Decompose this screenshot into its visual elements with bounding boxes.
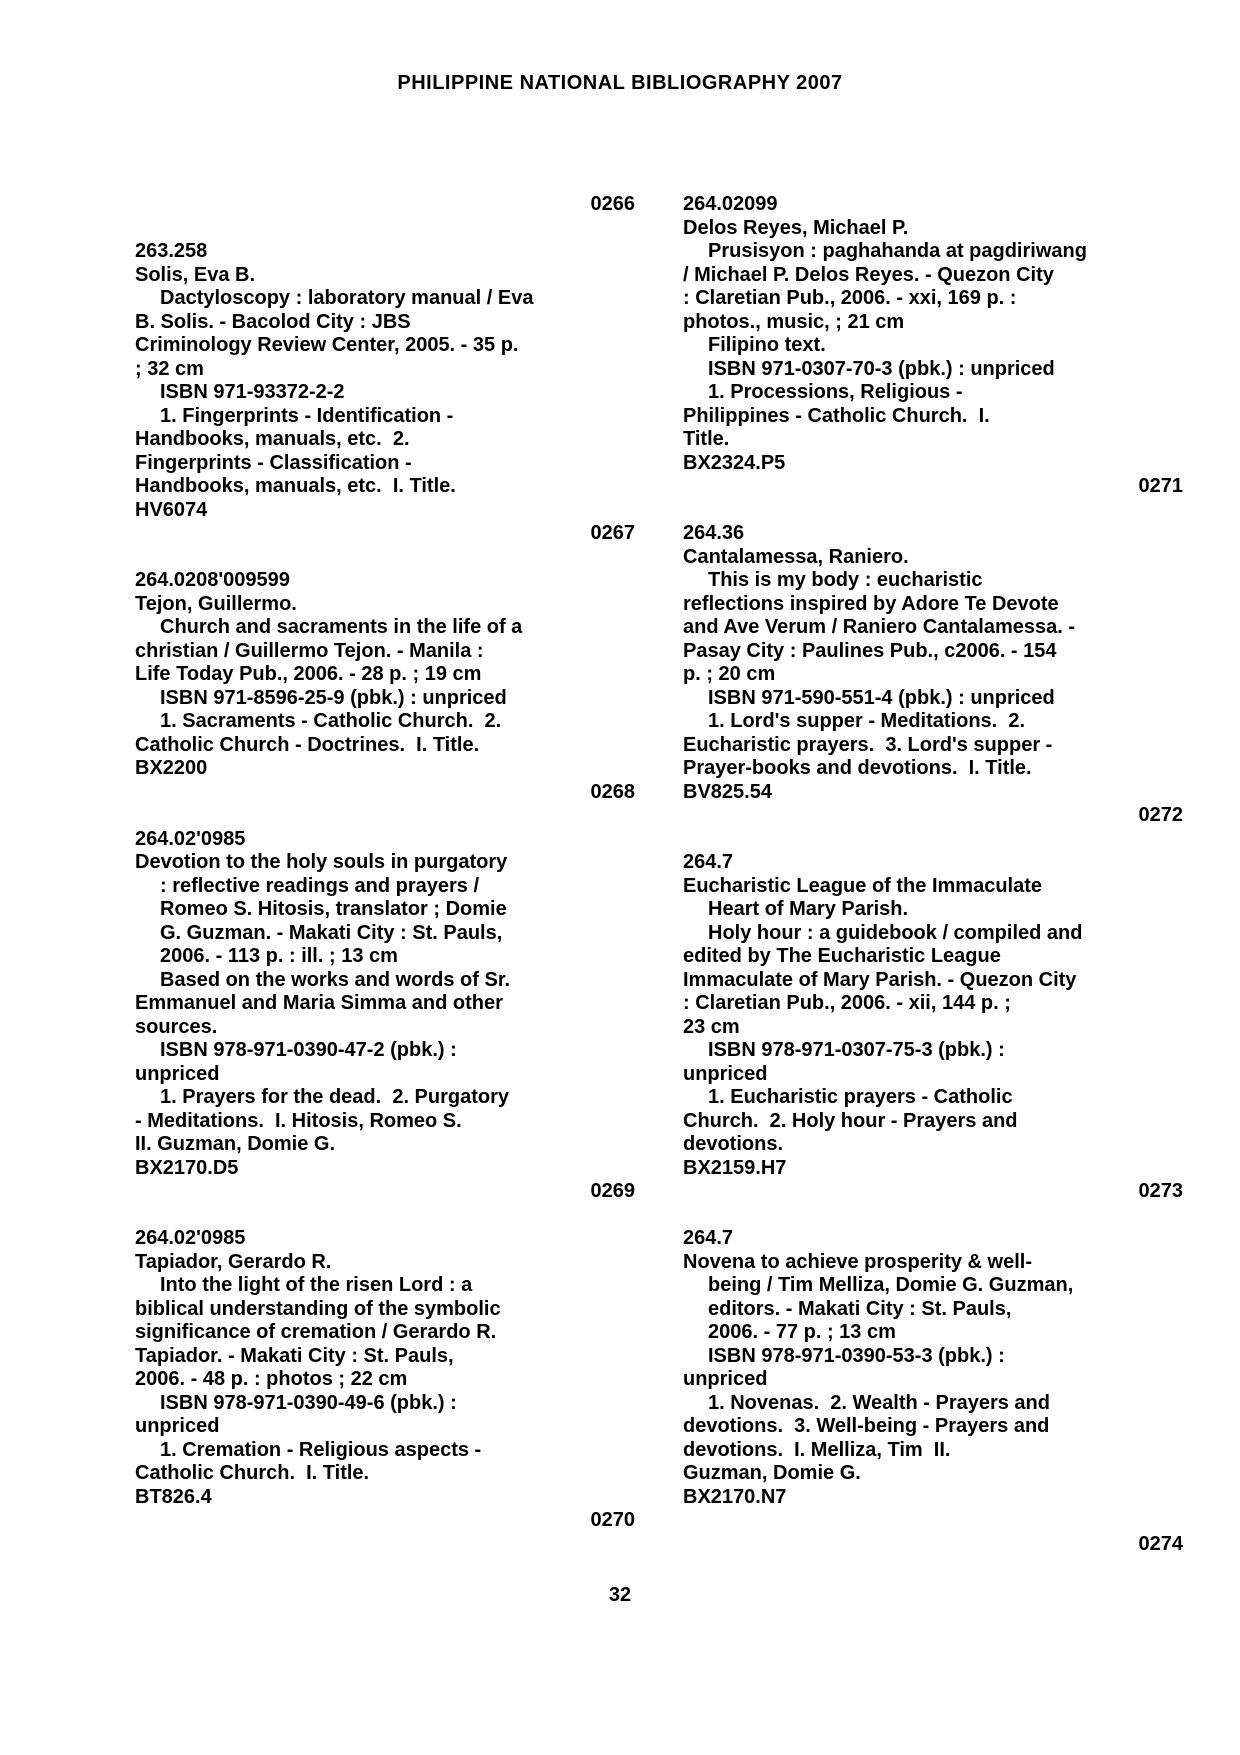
entry-line: 1. Cremation - Religious aspects - [160,1438,482,1461]
entry-line: 2006. - 77 p. ; 13 cm [708,1321,896,1343]
entry-line: ISBN 971-8596-25-9 (pbk.) : unpriced [160,686,507,709]
entry-line: Criminology Review Center, 2005. - 35 p. [135,334,519,356]
entry-line: Immaculate of Mary Parish. - Quezon City [683,968,1077,991]
entry-line: 264.02099 [683,193,778,215]
entry-line: christian / Guillermo Tejon. - Manila : [135,639,484,662]
entry-line: ISBN 971-93372-2-2 [160,381,345,403]
entry-number: 0266 [590,193,635,215]
blank-line [135,1204,635,1228]
entry-line: Catholic Church. I. Title. [135,1462,370,1484]
entry-line: Handbooks, manuals, etc. I. Title. [135,475,456,497]
entry-line: Title. [683,428,730,450]
entry-line: G. Guzman. - Makati City : St. Pauls, [160,921,503,944]
entry-line: Tejon, Guillermo. [135,592,297,615]
blank-line [683,1509,1183,1533]
entry-line: Cantalamessa, Raniero. [683,545,909,568]
entry-line: B. Solis. - Bacolod City : JBS [135,310,411,333]
entry-line: Holy hour : a guidebook / compiled and [708,921,1083,944]
entry-line: 1. Eucharistic prayers - Catholic [708,1086,1013,1108]
entry-line: / Michael P. Delos Reyes. - Quezon City [683,263,1054,286]
entry-line: 264.7 [683,851,734,873]
entry-line: ; 32 cm [135,357,204,380]
entry-line: 1. Sacraments - Catholic Church. 2. [160,710,502,732]
entry-line: 2006. - 48 p. : photos ; 22 cm [135,1368,408,1390]
entry-line: BX2200 [135,757,208,779]
entry-line: BX2170.N7 [683,1485,787,1508]
entry-line: ISBN 971-590-551-4 (pbk.) : unpriced [708,686,1055,709]
blank-line [135,546,635,570]
entry-line: Fingerprints - Classification - [135,451,412,474]
entry-number: 0274 [1138,1532,1183,1555]
entry-number: 0269 [590,1180,635,1202]
entry-line: 264.02'0985 [135,827,246,850]
entry-line: BX2170.D5 [135,1156,239,1179]
entry-line: unpriced [135,1062,220,1085]
entry-line: BX2324.P5 [683,451,786,474]
entry-line: Catholic Church - Doctrines. I. Title. [135,733,480,756]
entry-line: devotions. [683,1133,784,1155]
entry-line: sources. [135,1015,218,1038]
entry-line: reflections inspired by Adore Te Devote [683,592,1059,615]
entry-line: Life Today Pub., 2006. - 28 p. ; 19 cm [135,663,482,685]
entry-line: BX2159.H7 [683,1156,787,1179]
entry-number: 0272 [1138,804,1183,826]
entry-line: ISBN 978-971-0390-53-3 (pbk.) : [708,1344,1005,1367]
entry-line: This is my body : eucharistic [708,569,983,591]
entry-line: 1. Fingerprints - Identification - [160,404,454,427]
right-column [683,193,1183,1556]
entry-line: Eucharistic League of the Immaculate [683,874,1042,897]
blank-line [683,1204,1183,1228]
entry-line: unpriced [135,1415,220,1437]
entry-line: Dactyloscopy : laboratory manual / Eva [160,287,534,309]
entry-line: - Meditations. I. Hitosis, Romeo S. [135,1109,462,1132]
entry-line: BV825.54 [683,780,772,803]
entry-line: Filipino text. [708,334,826,356]
entry-line: photos., music, ; 21 cm [683,310,905,333]
blank-line [135,217,635,241]
entry-line: Romeo S. Hitosis, translator ; Domie [160,898,507,920]
entry-line: unpriced [683,1368,768,1390]
entry-line: ISBN 978-971-0307-75-3 (pbk.) : [708,1039,1005,1061]
entry-line: Solis, Eva B. [135,263,256,286]
entry-line: ISBN 978-971-0390-47-2 (pbk.) : [160,1039,457,1061]
entry-line: Into the light of the risen Lord : a [160,1274,473,1296]
entry-line: Devotion to the holy souls in purgatory [135,851,508,873]
entry-line: Delos Reyes, Michael P. [683,216,909,239]
entry-number: 0267 [590,522,635,544]
entry-line: Philippines - Catholic Church. I. [683,404,990,427]
entry-line: devotions. 3. Well-being - Prayers and [683,1415,1050,1437]
blank-line [135,804,635,828]
entry-line: 23 cm [683,1015,740,1038]
entry-line: 1. Prayers for the dead. 2. Purgatory [160,1086,510,1108]
entry-line: Prayer-books and devotions. I. Title. [683,757,1032,779]
blank-line [683,828,1183,852]
blank-line [683,499,1183,523]
entry-line: biblical understanding of the symbolic [135,1297,501,1320]
entry-number: 0273 [1138,1180,1183,1202]
entry-line: Prusisyon : paghahanda at pagdiriwang [708,240,1087,262]
page-number: 32 [608,1584,632,1606]
entry-line: Handbooks, manuals, etc. 2. [135,428,410,450]
entry-line: Eucharistic prayers. 3. Lord's supper - [683,733,1053,756]
entry-line: ISBN 978-971-0390-49-6 (pbk.) : [160,1391,457,1414]
entry-line: editors. - Makati City : St. Pauls, [708,1297,1012,1320]
entry-number: 0271 [1138,475,1183,497]
entry-line: and Ave Verum / Raniero Cantalamessa. - [683,616,1076,638]
entry-line: : reflective readings and prayers / [160,874,480,897]
entry-line: 263.258 [135,240,208,262]
entry-line: II. Guzman, Domie G. [135,1133,336,1155]
entry-line: significance of cremation / Gerardo R. [135,1321,497,1343]
entry-line: : Claretian Pub., 2006. - xii, 144 p. ; [683,992,1011,1014]
page-header: PHILIPPINE NATIONAL BIBLIOGRAPHY 2007 [397,72,843,94]
entry-line: BT826.4 [135,1485,212,1508]
entry-number: 0268 [590,780,635,803]
entry-number: 0270 [590,1509,635,1531]
entry-line: Guzman, Domie G. [683,1462,861,1484]
entry-line: Heart of Mary Parish. [708,898,909,920]
entry-line: Church. 2. Holy hour - Prayers and [683,1109,1018,1132]
entry-line: 1. Processions, Religious - [708,381,963,403]
entry-line: 264.02'0985 [135,1227,246,1249]
left-column [135,193,635,1533]
entry-line: p. ; 20 cm [683,663,776,685]
entry-line: Tapiador. - Makati City : St. Pauls, [135,1344,454,1367]
entry-line: unpriced [683,1062,768,1085]
entry-line: edited by The Eucharistic League [683,945,1001,967]
entry-line: 2006. - 113 p. : ill. ; 13 cm [160,945,398,967]
entry-line: being / Tim Melliza, Domie G. Guzman, [708,1274,1074,1296]
entry-line: ISBN 971-0307-70-3 (pbk.) : unpriced [708,357,1055,380]
entry-line: 264.36 [683,522,745,544]
entry-line: Based on the works and words of Sr. [160,968,511,991]
entry-line: 264.0208'009599 [135,569,290,591]
entry-line: 1. Novenas. 2. Wealth - Prayers and [708,1391,1050,1414]
entry-line: HV6074 [135,498,208,521]
entry-line: Emmanuel and Maria Simma and other [135,992,503,1014]
entry-line: : Claretian Pub., 2006. - xxi, 169 p. : [683,287,1017,309]
entry-line: devotions. I. Melliza, Tim II. [683,1438,951,1461]
entry-line: 264.7 [683,1227,734,1249]
entry-line: Pasay City : Paulines Pub., c2006. - 154 [683,639,1057,662]
entry-line: Novena to achieve prosperity & well- [683,1250,1032,1273]
entry-line: Tapiador, Gerardo R. [135,1250,332,1273]
entry-line: Church and sacraments in the life of a [160,616,523,638]
entry-line: 1. Lord's supper - Meditations. 2. [708,710,1026,732]
